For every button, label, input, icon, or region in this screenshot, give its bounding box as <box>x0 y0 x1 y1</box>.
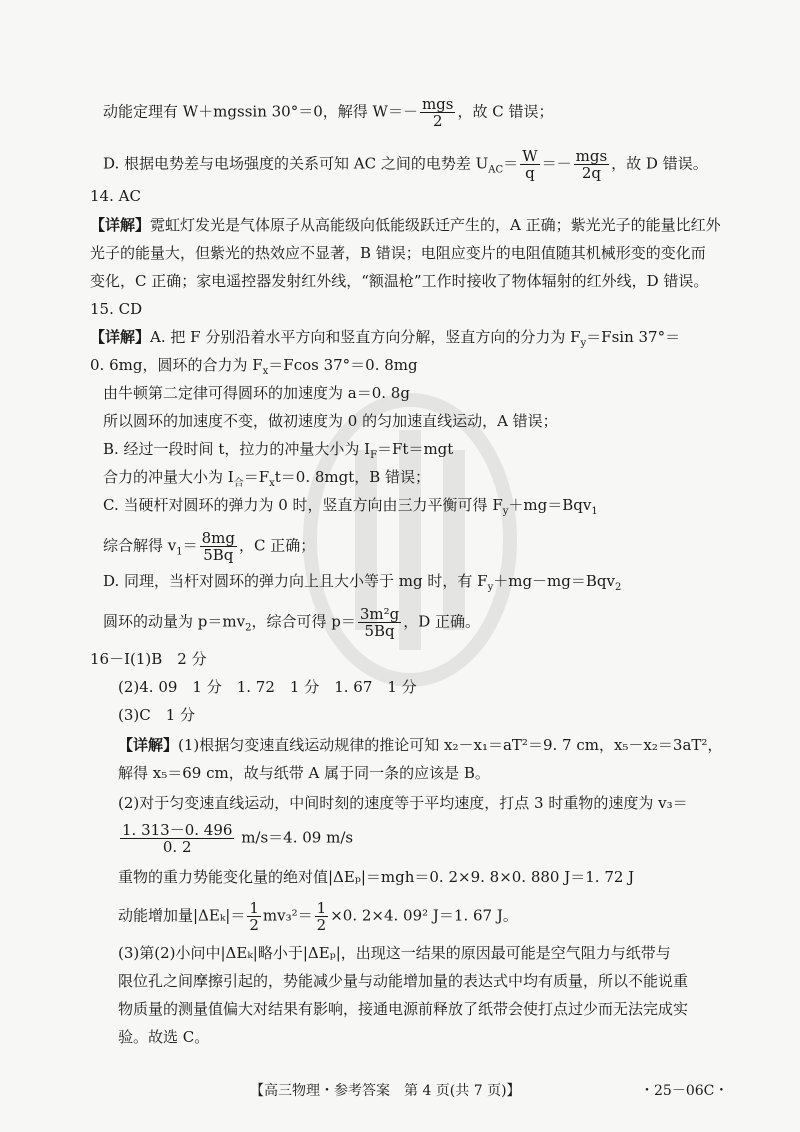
q16-line-d: $\frac{1. 313-0. 496}{0. 2}$ m/s＝4. 09 m/s <box>122 821 354 856</box>
question-15-answer: 15. CD <box>90 300 143 318</box>
q16-line-e: 重物的重力势能变化量的绝对值|ΔEₚ|＝mgh＝0. 2×9. 8×0. 880 J＝1. 72 J <box>118 868 635 886</box>
line-work-energy: 动能定理有 W＋mgssin 30°＝0，解得 W＝－ $\frac{\text{mgs}}{2}$ ，故 C 错误； <box>103 95 554 130</box>
q16-line-h: 限位孔之间摩擦引起的，势能减少量与动能增加量的表达式中均有质量，所以不能说重 <box>118 972 689 990</box>
q16-score-3: (3)C 1 分 <box>118 706 196 724</box>
question-14-answer: 14. AC <box>90 187 141 205</box>
watermark-emblem <box>300 390 520 690</box>
q16-line-g: (3)第(2)小问中|ΔEₖ|略小于|ΔEₚ|，出现这一结果的原因最可能是空气阻力与纸带与 <box>118 944 671 962</box>
q15-line-d: 所以圆环的加速度不变，做初速度为 0 的匀加速直线运动，A 错误； <box>103 412 558 430</box>
q14-line-a: 【详解】霓虹灯发光是气体原子从高能级向低能级跃迁产生的，A 正确；紫光光子的能量比红外 <box>90 216 721 234</box>
line-potential-difference: D. 根据电势差与电场强度的关系可知 AC 之间的电势差 $U_{AC}=$ $\frac{W}{q}$ ＝－ $\frac{\text{mgs}}{2q}$ ，故 D 错误。 <box>103 147 708 182</box>
q16-line-b: 解得 x₅＝69 cm，故与纸带 A 属于同一条的应该是 B。 <box>118 764 490 782</box>
q15-line-f: 合力的冲量大小为 $I_合=F_xt=0$. 8mgt，B 错误； <box>103 468 431 489</box>
q15-line-i: D. 同理，当杆对圆环的弹力向上且大小等于 mg 时，有 $F_y+mg-mg=Bqv_2$ <box>103 572 622 593</box>
q15-line-a: 【详解】A. 把 F 分别沿着水平方向和竖直方向分解，竖直方向的分力为 $F_y=Fsin$ 37°＝ <box>90 328 681 349</box>
q16-score-2: (2)4. 09 1 分 1. 72 1 分 1. 67 1 分 <box>118 678 417 696</box>
text: 动能定理有 W＋mgssin 30°＝0，解得 W＝－ <box>103 102 418 121</box>
q15-line-c: 由牛顿第二定律可得圆环的加速度为 a＝0. 8g <box>103 384 410 402</box>
q14-line-b: 光子的能量大，但紫光的热效应不显著，B 错误；电阻应变片的电阻值随其机械形变的变化而 <box>90 244 706 262</box>
q16-line-a: 【详解】(1)根据匀变速直线运动规律的推论可知 x₂－x₁＝aT²＝9. 7 cm，x₅－x₂＝3aT²， <box>118 736 723 754</box>
page-footer-title: 【高三物理・参考答案 第 4 页(共 7 页)】 <box>250 1083 521 1099</box>
q15-line-b: 0. 6mg，圆环的合力为 $F_x=Fcos$ 37°＝0. 8mg <box>90 356 418 377</box>
q16-line-f: 动能增加量|ΔEₖ|＝ $\frac{1}{2}$ mv₃²＝ $\frac{1}{2}$ ×0. 2×4. 09² J＝1. 67 J。 <box>118 899 518 934</box>
question-16-answer: 16－Ⅰ(1)B 2 分 <box>90 650 207 668</box>
q16-line-j: 验。故选 C。 <box>118 1028 210 1046</box>
q16-line-c: (2)对于匀变速直线运动，中间时刻的速度等于平均速度，打点 3 时重物的速度为 v₃＝ <box>118 794 688 812</box>
q14-line-c: 变化，C 正确；家电遥控器发射红外线，“额温枪”工作时接收了物体辐射的红外线，D 错误。 <box>90 272 709 290</box>
q15-line-h: 综合解得 $v_1=$ $\frac{8mg}{5Bq}$ ，C 正确； <box>103 529 316 564</box>
page-footer-code: ・25－06C・ <box>640 1083 729 1099</box>
q16-line-i: 物质量的测量值偏大对结果有影响，接通电源前释放了纸带会使打点过少而无法完成实 <box>118 1000 689 1018</box>
q15-line-g: C. 当硬杆对圆环的弹力为 0 时，竖直方向由三力平衡可得 $F_y+mg=Bqv_1$ <box>103 496 598 517</box>
q15-line-e: B. 经过一段时间 t，拉力的冲量大小为 $I_F=Ft=mgt$ <box>103 440 454 461</box>
fraction: $\frac{\text{mgs}}{2}$ <box>421 95 454 130</box>
q15-line-j: 圆环的动量为 $p=mv_2$，综合可得 p＝ $\frac{\text{3m²g}}{5Bq}$ ，D 正确。 <box>103 605 481 640</box>
